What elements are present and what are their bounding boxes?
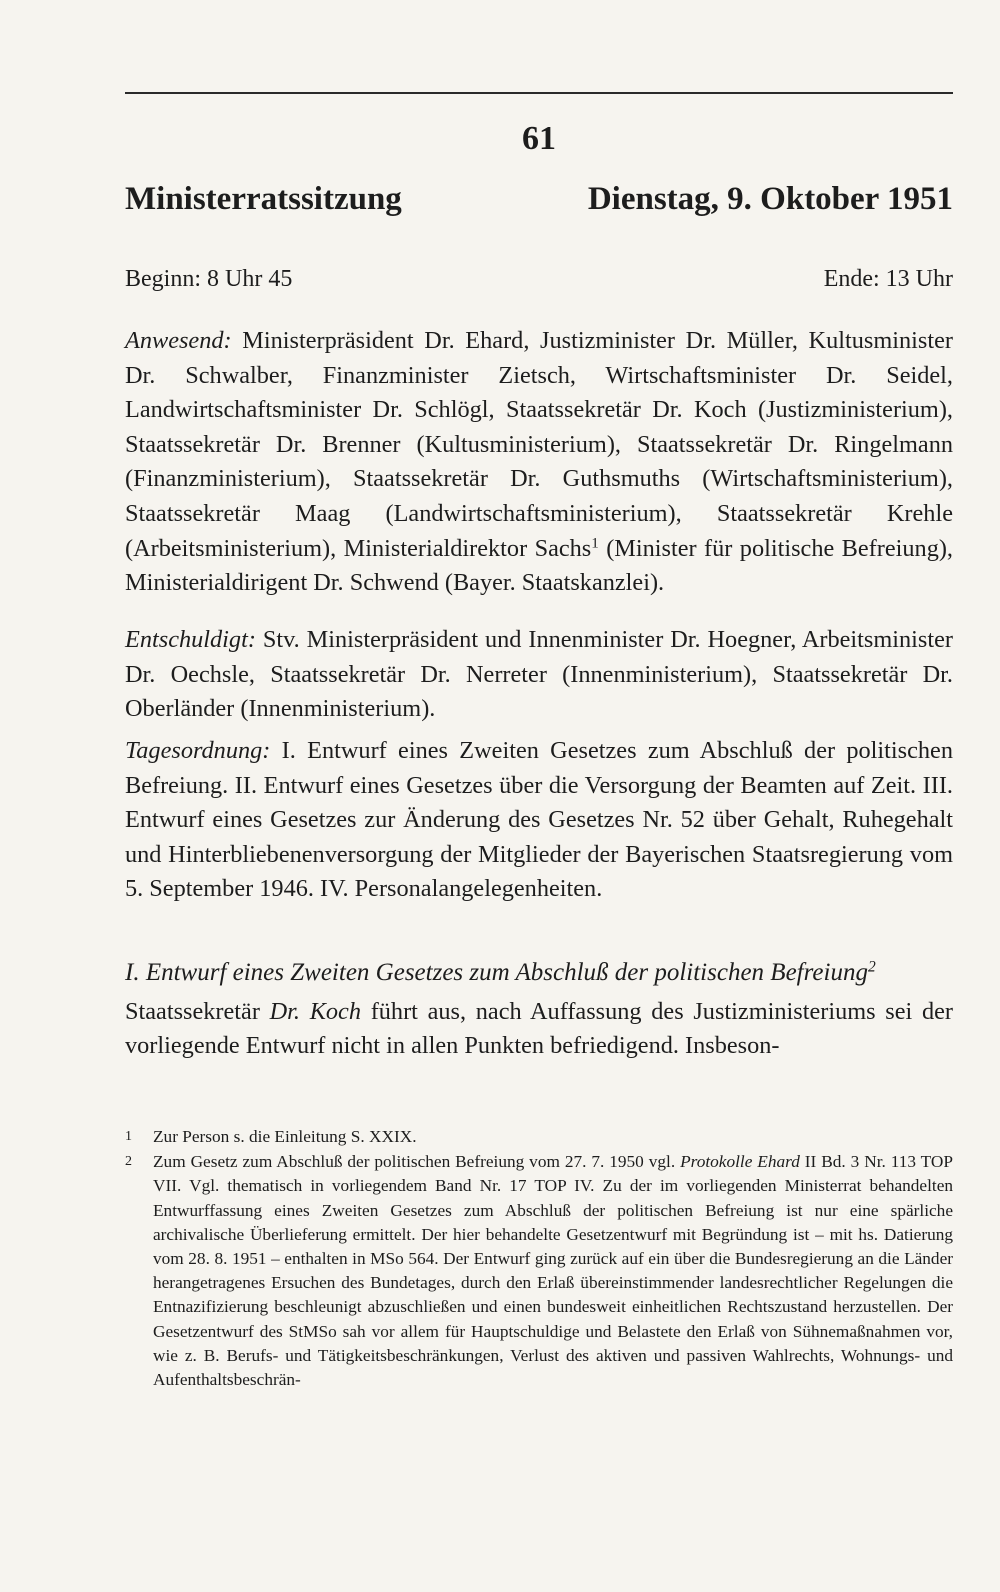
excused-label: Entschuldigt: bbox=[125, 626, 256, 653]
end-time: Ende: 13 Uhr bbox=[823, 266, 953, 292]
document-page bbox=[125, 0, 953, 1592]
meeting-title: Ministerratssitzung bbox=[125, 181, 402, 217]
attendees-label: Anwesend: bbox=[125, 327, 232, 354]
attendees-text-after: (Minister für politische Befreiung), Ministerialdirigent Dr. Schwend (Bayer. Staatskanzlei). bbox=[125, 534, 954, 597]
footnote-italic-ref: Protokolle Ehard bbox=[680, 1152, 800, 1172]
excused-paragraph bbox=[125, 623, 953, 727]
footnote-text-before: Zum Gesetz zum Abschluß der politischen Befreiung vom 27. 7. 1950 vgl. bbox=[153, 1152, 681, 1172]
begin-time: Beginn: 8 Uhr 45 bbox=[125, 266, 293, 292]
excused-text: Stv. Ministerpräsident und Innenminister Dr. Hoegner, Arbeitsminister Dr. Oechsle, Staatssekretär Dr. Nerreter (Innenministerium), Staatssekretär Dr. Oberländer (Innenministerium). bbox=[125, 626, 953, 723]
footnote-ref-2: 2 bbox=[867, 958, 876, 976]
footnote-number: 1 bbox=[125, 1129, 132, 1144]
attendees-text: Ministerpräsident Dr. Ehard, Justizminister Dr. Müller, Kultusminister Dr. Schwalber, Finanzminister Zietsch, Wirtschaftsminister Dr. Seidel, Landwirtschaftsminister Dr. Schlögl, Staatssekretär Dr. Koch (Justizministerium), Staatssekretär Dr. Brenner (Kultusministerium), Staatssekretär Dr. Ringelmann (Finanzministerium), Staatssekretär Dr. Guthsmuths (Wirtschaftsministerium), Staatssekretär Maag (Landwirtschaftsministerium), Staatssekretär Krehle (Arbeitsministerium), Ministerialdirektor Sachs bbox=[125, 327, 953, 562]
footnote-number: 2 bbox=[125, 1154, 132, 1170]
footnote-text: Zur Person s. die Einleitung S. XXIX. bbox=[153, 1127, 417, 1146]
footnote-1 bbox=[125, 1125, 953, 1149]
footnote-text-after: II Bd. 3 Nr. 113 TOP VII. Vgl. thematisch in vorliegendem Band Nr. 17 TOP IV. Zu der im vorliegenden Ministerrat behandelten Entwurffassung eines Zweiten Gesetzes zum Abschluß der politischen Befreiung ist nur eine spärliche archivalische Überlieferung ermittelt. Der hier behandelte Gesetzentwurf mit Begründung ist – mit hs. Datierung vom 28. 8. 1951 – enthalten in MSo 564. Der Entwurf ging zurück auf ein über die Bundesregierung an die Länder herangetragenes Ersuchen des Bundetages, durch den Erlaß übereinstimmender landesrechtlicher Regelungen die Entnazifizierung beschleunigt abzuschließen und einen bundesweit einheitlichen Rechtszustand herzustellen. Der Gesetzentwurf des StMSo sah vor allem für Hauptschuldige und Belastete den Erlaß von Sühnemaßnahmen vor, wie z. B. Berufs- und Tätigkeitsbeschränkungen, Verlust des aktiven und passiven Wahlrechts, Wohnungs- und Aufenthaltsbeschrän- bbox=[153, 1152, 953, 1390]
section-text-before: Staatssekretär bbox=[125, 997, 270, 1025]
agenda-text: I. Entwurf eines Zweiten Gesetzes zum Abschluß der politischen Befreiung. II. Entwurf eines Gesetzes über die Versorgung der Beamten auf Zeit. III. Entwurf eines Gesetzes zur Änderung des Gesetzes Nr. 52 über Gehalt, Ruhegehalt und Hinterbliebenenversorgung der Mitglieder der Bayerischen Staatsregierung vom 5. September 1946. IV. Personalangelegenheiten. bbox=[125, 737, 953, 903]
footnote-2 bbox=[125, 1150, 953, 1392]
document-number: 61 bbox=[522, 120, 556, 157]
footnotes bbox=[125, 1125, 953, 1393]
time-row bbox=[125, 266, 953, 293]
meeting-date: Dienstag, 9. Oktober 1951 bbox=[587, 181, 953, 217]
section-speaker-name: Dr. Koch bbox=[269, 997, 361, 1025]
section-text-after: führt aus, nach Auffassung des Justizministeriums sei der vorliegende Entwurf nicht in allen Punkten befriedigend. Insbeson- bbox=[125, 997, 953, 1060]
attendees-paragraph bbox=[125, 324, 953, 601]
section-1 bbox=[125, 956, 953, 1064]
header-rule bbox=[125, 92, 953, 94]
footnote-text bbox=[153, 1150, 953, 1392]
agenda-label: Tagesordnung: bbox=[125, 737, 271, 764]
agenda-paragraph bbox=[125, 734, 953, 907]
footnote-ref-1: 1 bbox=[591, 535, 599, 552]
section-heading bbox=[125, 956, 953, 991]
title-row bbox=[125, 181, 953, 218]
section-body bbox=[125, 995, 953, 1064]
section-heading-text: I. Entwurf eines Zweiten Gesetzes zum Abschluß der politischen Befreiung bbox=[125, 959, 868, 986]
